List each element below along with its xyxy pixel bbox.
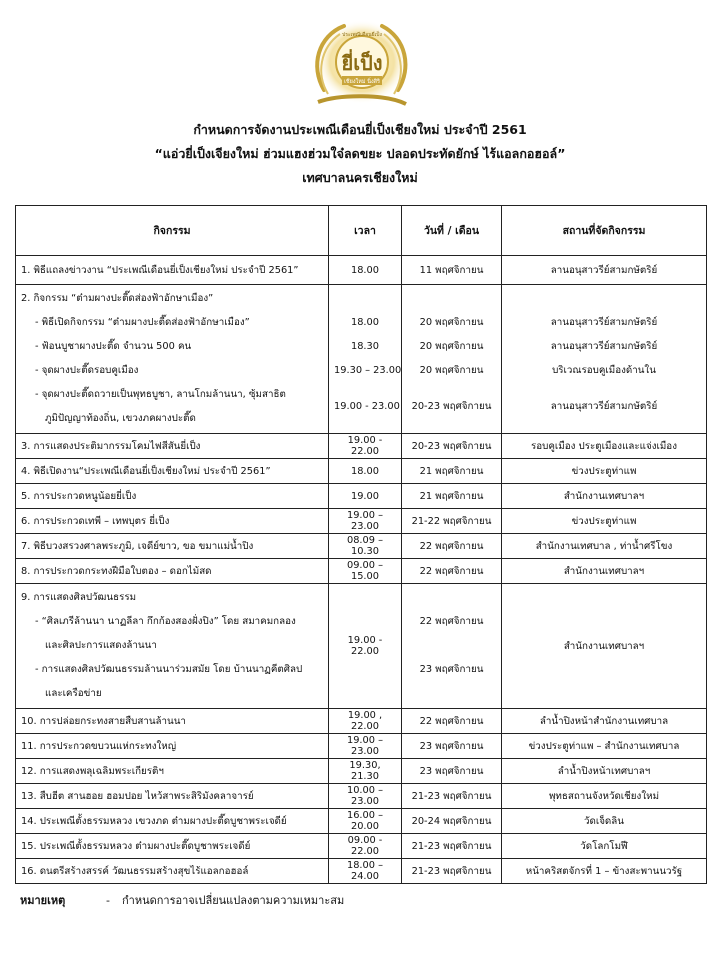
note-dash: - bbox=[106, 894, 110, 907]
time-cell: 18.00 bbox=[329, 256, 402, 285]
table-row bbox=[16, 709, 707, 734]
date-cell: 22 พฤศจิกายน bbox=[402, 534, 502, 559]
table-row bbox=[16, 459, 707, 484]
title-line-2: “แอ่วยี่เป็งเจียงใหม่ ฮ่วมแฮงฮ่วมใจ๋ลดขยะ ปลอดประทัดยักษ์ ไร้แอลกอฮอล์” bbox=[154, 146, 566, 161]
activity-cell: 7. พิธีบวงสรวงศาลพระภูมิ, เจดีย์ขาว, ขอ ขมาแม่น้ำปิง bbox=[16, 534, 329, 559]
sub-activity: - พิธีเปิดกิจกรรม “ต๋ามผางปะตี๊ดส่องฟ้าอักษาเมือง” bbox=[35, 317, 250, 328]
time-cell: 19.00 , 22.00 bbox=[329, 709, 402, 734]
venue-value: บริเวณรอบคูเมืองด้านใน bbox=[552, 365, 656, 376]
time-cell: 19.00 - 22.00 bbox=[329, 584, 402, 709]
table-row bbox=[16, 834, 707, 859]
table-row bbox=[16, 584, 707, 709]
activity-cell: 10. การปล่อยกระทงสายสืบสานล้านนา bbox=[16, 709, 329, 734]
table-row bbox=[16, 509, 707, 534]
activity-cell: 4. พิธีเปิดงาน“ประเพณีเดือนยี่เป็งเชียงใหม่ ประจำปี 2561” bbox=[16, 459, 329, 484]
time-value: 19.30 – 23.00 bbox=[334, 365, 402, 376]
table-row bbox=[16, 559, 707, 584]
date-cell: 22 พฤศจิกายน bbox=[402, 709, 502, 734]
venue-cell: ลำน้ำปิงหน้าเทศบาลฯ bbox=[502, 759, 707, 784]
venue-cell: สำนักงานเทศบาล , ท่าน้ำศรีโขง bbox=[502, 534, 707, 559]
activity-cell: 16. ดนตรีสร้างสรรค์ วัฒนธรรมสร้างสุขไร้แอลกอฮอล์ bbox=[16, 859, 329, 884]
activity-cell: 3. การแสดงประติมากรรมโคมไฟสีสันยี่เป็ง bbox=[16, 434, 329, 459]
date-cell: 23 พฤศจิกายน bbox=[402, 759, 502, 784]
date-cell: 21-23 พฤศจิกายน bbox=[402, 834, 502, 859]
sub-activity-cont: และศิลปะการแสดงล้านนา bbox=[45, 640, 157, 651]
sub-activity-cont: ภูมิปัญญาท้องถิ่น, เขวงภคผางปะตี๊ด bbox=[45, 413, 196, 424]
activity-cell: 5. การประกวดหนูน้อยยี่เป็ง bbox=[16, 484, 329, 509]
header-date: วันที่ / เดือน bbox=[402, 206, 502, 256]
activity-cell: 11. การประกวดขบวนแห่กระทงใหญ่ bbox=[16, 734, 329, 759]
activity-title: 9. การแสดงศิลปวัฒนธรรม bbox=[21, 592, 137, 603]
venue-value: ลานอนุสาวรีย์สามกษัตริย์ bbox=[550, 317, 658, 328]
activity-cell: 12. การแสดงพลุเฉลิมพระเกียรติฯ bbox=[16, 759, 329, 784]
activity-cell: 8. การประกวดกระทงฝีมือใบตอง – ดอกไม้สด bbox=[16, 559, 329, 584]
venue-cell: สำนักงานเทศบาลฯ bbox=[502, 484, 707, 509]
time-cell: 19.00 - 22.00 bbox=[329, 434, 402, 459]
venue-cell: ลำน้ำปิงหน้าสำนักงานเทศบาล bbox=[502, 709, 707, 734]
time-cell: 19.30, 21.30 bbox=[329, 759, 402, 784]
venue-cell: สำนักงานเทศบาลฯ bbox=[502, 584, 707, 709]
title-line-3: เทศบาลนครเชียงใหม่ bbox=[302, 170, 418, 185]
time-cell: 08.09 – 10.30 bbox=[329, 534, 402, 559]
venue-cell: ลานอนุสาวรีย์สามกษัตริย์ bbox=[502, 256, 707, 285]
date-cell bbox=[402, 584, 502, 709]
table-row bbox=[16, 859, 707, 884]
table-row bbox=[16, 784, 707, 809]
table-row bbox=[16, 484, 707, 509]
time-cell: 19.00 – 23.00 bbox=[329, 509, 402, 534]
table-row bbox=[16, 256, 707, 285]
event-logo bbox=[300, 16, 422, 106]
time-value: 19.00 - 23.00 bbox=[334, 401, 400, 412]
schedule-table bbox=[15, 205, 707, 884]
venue-cell: พุทธสถานจังหวัดเชียงใหม่ bbox=[502, 784, 707, 809]
venue-cell: ข่วงประตูท่าแพ – สำนักงานเทศบาล bbox=[502, 734, 707, 759]
time-cell: 16.00 – 20.00 bbox=[329, 809, 402, 834]
time-cell: 10.00 – 23.00 bbox=[329, 784, 402, 809]
table-row bbox=[16, 285, 707, 434]
header-venue: สถานที่จัดกิจกรรม bbox=[502, 206, 707, 256]
activity-cell: 1. พิธีแถลงข่าวงาน “ประเพณีเดือนยี่เป็งเชียงใหม่ ประจำปี 2561” bbox=[16, 256, 329, 285]
activity-cell: 13. สืบฮีต สานฮอย ฮอมปอย ไหว้สาพระสิริมังคลาจารย์ bbox=[16, 784, 329, 809]
date-cell: 21-23 พฤศจิกายน bbox=[402, 859, 502, 884]
time-cell: 09.00 – 15.00 bbox=[329, 559, 402, 584]
time-cell: 18.00 bbox=[329, 459, 402, 484]
header-activity: กิจกรรม bbox=[16, 206, 329, 256]
sub-activity: - ฟ้อนบูชาผางปะตี๊ด จำนวน 500 คน bbox=[35, 341, 192, 352]
date-cell: 21-23 พฤศจิกายน bbox=[402, 784, 502, 809]
date-cell: 20-24 พฤศจิกายน bbox=[402, 809, 502, 834]
date-cell: 22 พฤศจิกายน bbox=[402, 559, 502, 584]
date-cell: 21 พฤศจิกายน bbox=[402, 459, 502, 484]
date-value: 20 พฤศจิกายน bbox=[419, 341, 484, 352]
venue-value: ลานอนุสาวรีย์สามกษัตริย์ bbox=[550, 341, 658, 352]
date-cell: 23 พฤศจิกายน bbox=[402, 734, 502, 759]
venue-value: ลานอนุสาวรีย์สามกษัตริย์ bbox=[550, 401, 658, 412]
venue-cell: ข่วงประตูท่าแพ bbox=[502, 459, 707, 484]
activity-title: 2. กิจกรรม “ต๋ามผางปะตี๊ดส่องฟ้าอักษาเมือง” bbox=[21, 293, 214, 304]
activity-cell bbox=[16, 285, 329, 434]
sub-activity: - จุดผางปะตี๊ดถวายเป็นพุทธบูชา, ลานโกมล้านนา, ซุ้มสาธิต bbox=[35, 389, 286, 400]
title-line-1: กำหนดการจัดงานประเพณีเดือนยี่เป็งเชียงใหม่ ประจำปี 2561 bbox=[193, 122, 527, 137]
time-value: 18.30 bbox=[350, 341, 380, 352]
activity-cell: 15. ประเพณีตั้งธรรมหลวง ต๋ามผางปะตี๊ดบูชาพระเจดีย์ bbox=[16, 834, 329, 859]
venue-cell: วัดเจ็ดลิน bbox=[502, 809, 707, 834]
venue-cell: รอบคูเมือง ประตูเมืองและแจ่งเมือง bbox=[502, 434, 707, 459]
logo-name: ยี่เป็ง bbox=[341, 51, 383, 75]
time-cell: 18.00 – 24.00 bbox=[329, 859, 402, 884]
sub-activity-cont: และเครือข่าย bbox=[45, 688, 102, 699]
table-row bbox=[16, 534, 707, 559]
sub-activity: - จุดผางปะตี๊ดรอบคูเมือง bbox=[35, 365, 139, 376]
venue-cell bbox=[502, 285, 707, 434]
logo-tagline-top: ประเพณีเดือนยี่เป็ง bbox=[342, 32, 382, 38]
time-cell: 09.00 - 22.00 bbox=[329, 834, 402, 859]
date-cell: 20-23 พฤศจิกายน bbox=[402, 434, 502, 459]
table-row bbox=[16, 759, 707, 784]
logo-tagline-bottom: เชียงใหม่ นิ่งสิริ bbox=[344, 79, 380, 85]
footnote bbox=[20, 891, 344, 909]
sub-activity: - “ศิลเภรีล้านนา นาฏลีลา กึกก้องสองฝั่งปิง” โดย สมาคมกลอง bbox=[35, 616, 296, 627]
venue-cell: สำนักงานเทศบาลฯ bbox=[502, 559, 707, 584]
date-cell bbox=[402, 285, 502, 434]
note-label: หมายเหตุ bbox=[20, 894, 66, 907]
note-text: กำหนดการอาจเปลี่ยนแปลงตามความเหมาะสม bbox=[122, 894, 345, 907]
lantern-logo-icon bbox=[300, 16, 422, 106]
date-value: 20 พฤศจิกายน bbox=[419, 365, 484, 376]
table-row bbox=[16, 809, 707, 834]
date-value: 20 พฤศจิกายน bbox=[419, 317, 484, 328]
time-value: 18.00 bbox=[350, 317, 380, 328]
date-cell: 21 พฤศจิกายน bbox=[402, 484, 502, 509]
date-value: 22 พฤศจิกายน bbox=[419, 616, 484, 627]
table-row bbox=[16, 434, 707, 459]
document-title bbox=[0, 118, 720, 190]
header-time: เวลา bbox=[329, 206, 402, 256]
date-cell: 11 พฤศจิกายน bbox=[402, 256, 502, 285]
table-row bbox=[16, 734, 707, 759]
date-value: 20-23 พฤศจิกายน bbox=[411, 401, 492, 412]
time-cell: 19.00 – 23.00 bbox=[329, 734, 402, 759]
date-cell: 21-22 พฤศจิกายน bbox=[402, 509, 502, 534]
time-cell bbox=[329, 285, 402, 434]
sub-activity: - การแสดงศิลปวัฒนธรรมล้านนาร่วมสมัย โดย บ้านนาฏคีตศิลป bbox=[35, 664, 303, 675]
table-header-row bbox=[16, 206, 707, 256]
venue-cell: วัดโลกโมฬี bbox=[502, 834, 707, 859]
activity-cell bbox=[16, 584, 329, 709]
activity-cell: 6. การประกวดเทพี – เทพบุตร ยี่เป็ง bbox=[16, 509, 329, 534]
venue-cell: หน้าคริสตจักรที่ 1 – ข้างสะพานนวรัฐ bbox=[502, 859, 707, 884]
activity-cell: 14. ประเพณีตั้งธรรมหลวง เขวงภด ต๋ามผางปะตี๊ดบูชาพระเจดีย์ bbox=[16, 809, 329, 834]
date-value: 23 พฤศจิกายน bbox=[419, 664, 484, 675]
time-cell: 19.00 bbox=[329, 484, 402, 509]
venue-cell: ข่วงประตูท่าแพ bbox=[502, 509, 707, 534]
